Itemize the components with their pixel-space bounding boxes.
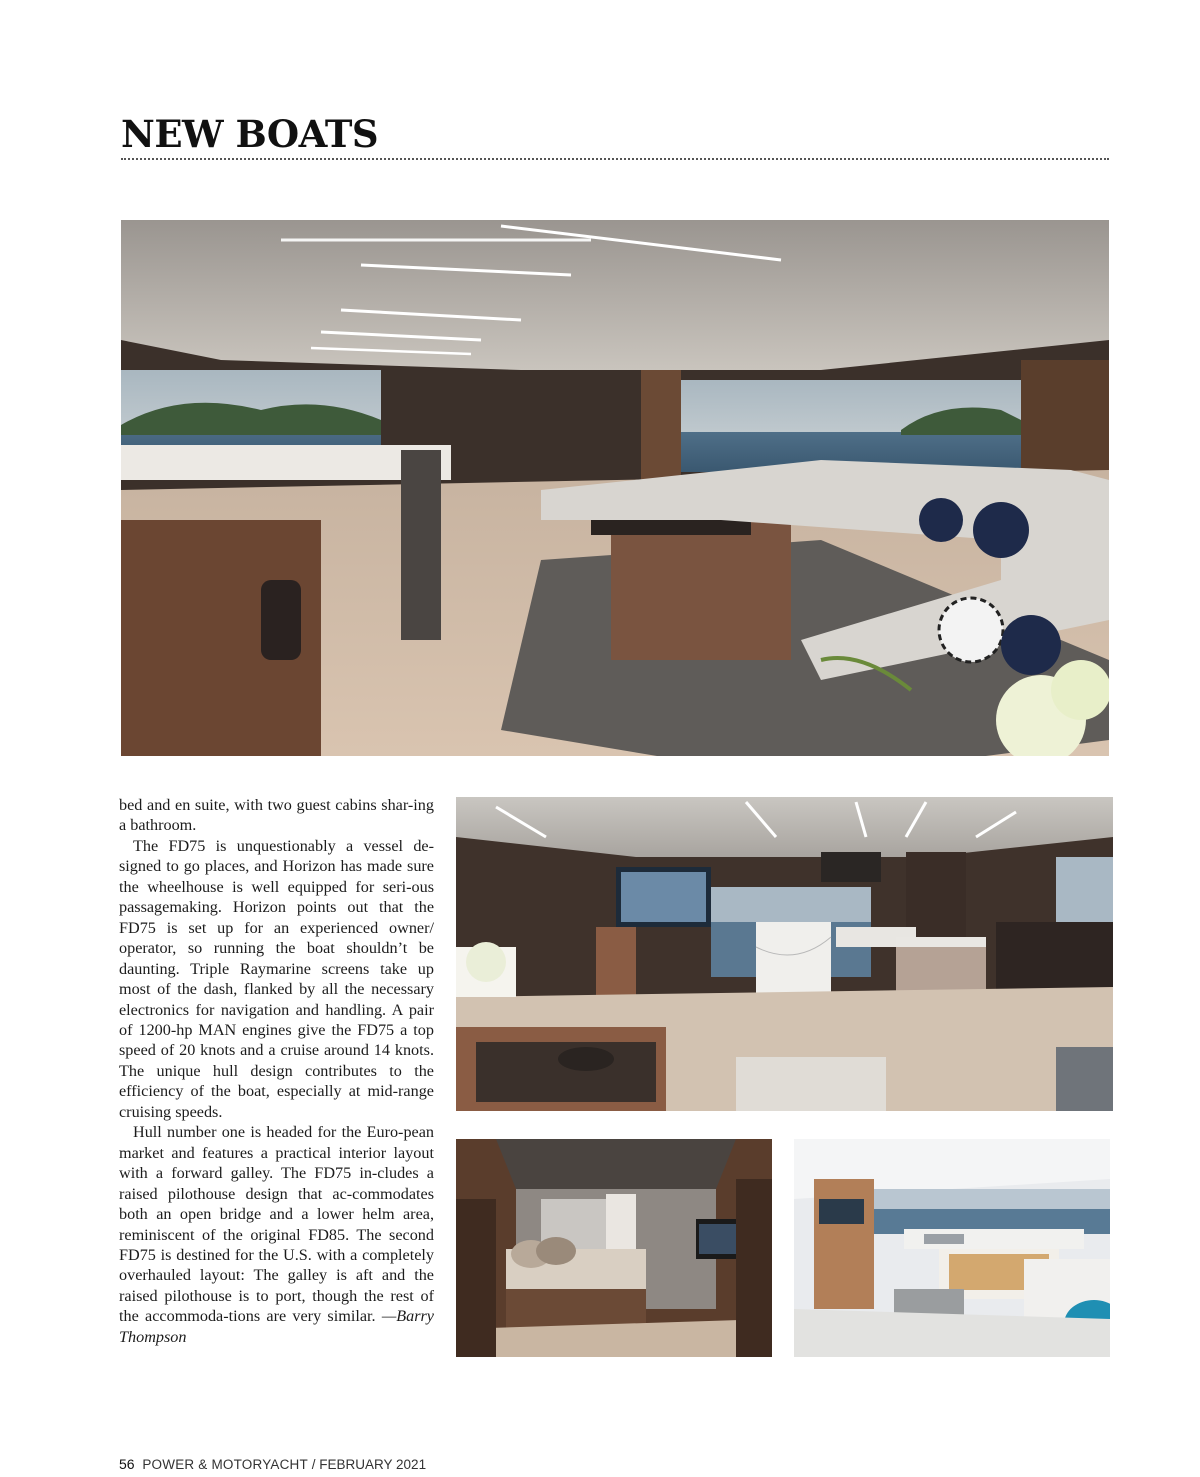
galley-photo <box>456 797 1113 1111</box>
dotted-divider <box>121 158 1109 160</box>
article-paragraph <box>119 1122 434 1347</box>
article-body <box>119 795 434 1347</box>
byline: —Barry Thompson <box>119 1307 434 1346</box>
issue-date: FEBRUARY 2021 <box>319 1457 427 1472</box>
section-title: NEW BOATS <box>121 112 379 156</box>
flybridge-photo <box>794 1139 1110 1357</box>
publication-name: POWER & MOTORYACHT <box>142 1457 308 1472</box>
footer-separator: / <box>311 1457 316 1472</box>
article-paragraph: bed and en suite, with two guest cabins shar-ing a bathroom. <box>119 796 434 835</box>
article-paragraph: The FD75 is unquestionably a vessel de-signed to go places, and Horizon has made sure the wheelhouse is well equipped for seri-ous passagemaking. Horizon points out that the FD75 is set up for an experienced owner/ operator, so running the boat shouldn’t be daunting. Triple Raymarine screens take up most of the dash, flanked by all the necessary electronics for navigation and handling. A pair of 1200-hp MAN engines give the FD75 a top speed of 20 knots and a cruise around 14 knots. The unique hull design contributes to the efficiency of the boat, especially at mid-range cruising speeds. <box>119 836 434 1121</box>
salon-photo <box>121 220 1109 756</box>
article-paragraph-text: Hull number one is headed for the Euro-pean market and features a practical interior layout with a forward galley. The FD75 in-cludes a raised pilothouse design that ac-commodates both an open bridge and a lower helm area, reminiscent of the original FD85. The second FD75 is destined for the U.S. with a completely overhauled layout: The galley is aft and the raised pilothouse is to port, though the rest of the accommoda-tions are very similar. <box>119 1123 434 1326</box>
cabin-photo <box>456 1139 772 1357</box>
page-number: 56 <box>119 1456 135 1472</box>
page-footer <box>119 1456 426 1472</box>
